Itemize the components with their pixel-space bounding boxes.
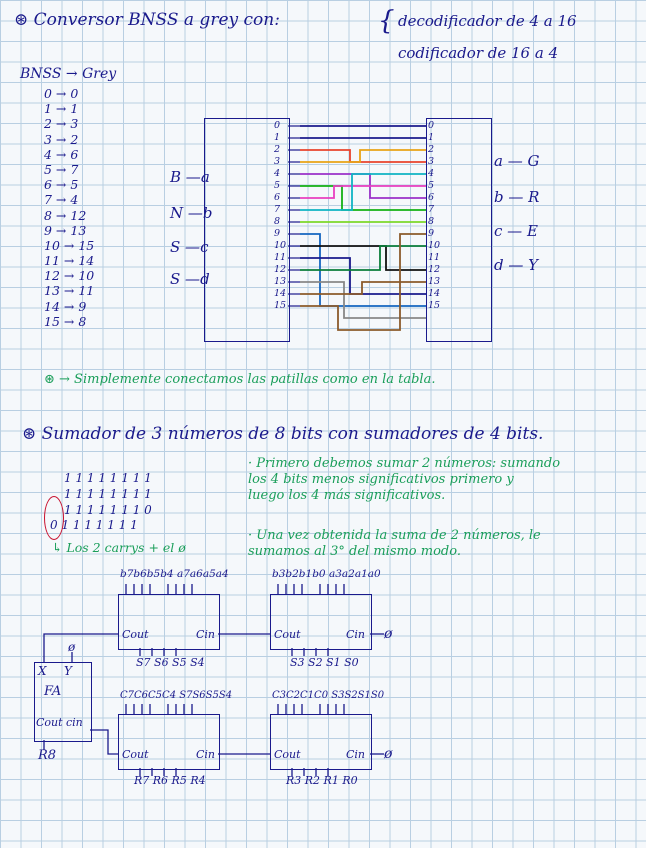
- encoder-pin: 12: [428, 264, 441, 275]
- table-row: 10 → 15: [44, 237, 95, 253]
- encoder-pin: 6: [428, 192, 435, 203]
- adder-tr-zero: ø: [384, 626, 393, 642]
- table-row: 6 → 5: [44, 177, 79, 193]
- decoder-pin: 2: [274, 144, 281, 155]
- r-lo-outputs: R3 R2 R1 R0: [286, 774, 358, 787]
- decoder-pin: 0: [274, 120, 281, 131]
- section2-title-text: Sumador de 3 números de 8 bits con sumadores de 4 bits.: [41, 424, 544, 444]
- adder-tl-cout: Cout: [122, 628, 149, 641]
- input-signal: N: [170, 204, 184, 222]
- encoder-pin: 4: [428, 168, 435, 179]
- table-row: 13 → 11: [44, 283, 95, 299]
- encoder-output-c: c — E: [494, 222, 538, 240]
- adder-bl-cin: Cin: [196, 748, 216, 761]
- table-row: 8 → 12: [44, 207, 87, 223]
- carry-note: ↳ Los 2 carrys + el ø: [52, 540, 186, 555]
- adder-br-zero: ø: [384, 746, 393, 762]
- brace-item-2: codificador de 16 a 4: [398, 44, 559, 62]
- brace-item-1: decodificador de 4 a 16: [398, 12, 577, 30]
- r-hi-outputs: R7 R6 R5 R4: [134, 774, 206, 787]
- decoder-input-a: B —a: [170, 168, 210, 186]
- adder-tr-cout: Cout: [274, 628, 301, 641]
- section1-title-text: Conversor BNSS a grey con:: [33, 10, 280, 30]
- table-row: 0 → 0: [44, 86, 79, 101]
- output-signal: E: [526, 222, 538, 240]
- decoder-pin: 9: [274, 228, 281, 239]
- adder-br-cin: Cin: [346, 748, 366, 761]
- r-hi-wires: [140, 768, 176, 776]
- tr-input-ticks: [278, 584, 344, 594]
- adder-bl-inputs: C7C6C5C4 S7S6S5S4: [120, 690, 233, 701]
- bit-row-result: 0 1 1 1 1 1 1 1: [50, 518, 138, 532]
- fa-zero: ø: [68, 640, 76, 654]
- table-row: 3 → 2: [44, 131, 79, 147]
- decoder-pin: 10: [274, 240, 287, 251]
- output-signal: R: [528, 188, 540, 206]
- tl-input-ticks: [126, 584, 192, 594]
- section1-note: ⊛ → Simplemente conectamos las patillas como en la tabla.: [44, 372, 436, 387]
- adder-tl-cin: Cin: [196, 628, 216, 641]
- br-input-ticks: [278, 704, 344, 714]
- input-var: d: [200, 270, 210, 288]
- adder-br-cout: Cout: [274, 748, 301, 761]
- input-var: b: [202, 204, 213, 222]
- table-row: 15 → 8: [44, 313, 87, 329]
- table-row: 4 → 6: [44, 146, 79, 162]
- fa-label: FA: [44, 684, 62, 699]
- encoder-pin: 14: [428, 288, 441, 299]
- note-line: sumamos al 3° del mismo modo.: [248, 544, 461, 559]
- decoder-pin: 12: [274, 264, 287, 275]
- s-lo-outputs: S3 S2 S1 S0: [290, 656, 359, 669]
- adder-br-inputs: C3C2C1C0 S3S2S1S0: [272, 690, 385, 701]
- input-var: c: [200, 238, 209, 256]
- fa-y: Y: [64, 664, 72, 678]
- output-var: d: [494, 256, 504, 274]
- decoder-pin: 6: [274, 192, 281, 203]
- input-signal: S: [170, 238, 181, 256]
- adder-tr-inputs: b3b2b1b0 a3a2a1a0: [272, 568, 381, 580]
- note-line: los 4 bits menos significativos primero y: [248, 472, 514, 487]
- encoder-output-b: b — R: [494, 188, 540, 206]
- bit-row: 1 1 1 1 1 1 1 1: [64, 471, 152, 485]
- input-signal: S: [170, 270, 181, 288]
- decoder-pin: 5: [274, 180, 281, 191]
- adder-tl-inputs: b7b6b5b4 a7a6a5a4: [120, 568, 229, 580]
- encoder-pin: 0: [428, 120, 435, 131]
- encoder-pin: 8: [428, 216, 435, 227]
- r8-output: R8: [38, 748, 57, 763]
- encoder-output-d: d — Y: [494, 256, 539, 274]
- encoder-pin: 11: [428, 252, 441, 263]
- table-row: 11 → 14: [44, 253, 95, 269]
- encoder-pin: 5: [428, 180, 435, 191]
- section2-mark: ⊛: [22, 424, 37, 444]
- section1-mark: ⊛: [14, 10, 29, 30]
- decoder-pin: 4: [274, 168, 281, 179]
- encoder-pin: 15: [428, 300, 441, 311]
- input-signal: B: [170, 168, 182, 186]
- table-row: 14 → 9: [44, 298, 87, 314]
- decoder-pin: 14: [274, 288, 287, 299]
- conversion-table-header: BNSS → Grey: [20, 66, 117, 82]
- encoder-pin: 10: [428, 240, 441, 251]
- decoder-input-d: S —d: [170, 270, 210, 288]
- encoder-pin: 3: [428, 156, 435, 167]
- table-row: 5 → 7: [44, 161, 79, 177]
- decoder-pin: 1: [274, 132, 281, 143]
- s-lo-wires: [292, 648, 328, 656]
- wire-bl-cout: [90, 730, 118, 754]
- table-row: 7 → 4: [44, 192, 79, 208]
- r-lo-wires: [292, 768, 328, 776]
- fa-cin: cin: [66, 716, 83, 729]
- decoder-pin: 8: [274, 216, 281, 227]
- bl-input-ticks: [126, 704, 192, 714]
- output-var: c: [494, 222, 503, 240]
- decoder-pin: 11: [274, 252, 287, 263]
- output-var: b: [494, 188, 504, 206]
- note-line: luego los 4 más significativos.: [248, 488, 446, 503]
- input-var: a: [200, 168, 210, 186]
- encoder-pin: 13: [428, 276, 441, 287]
- note-line: · Una vez obtenida la suma de 2 números, le: [248, 528, 541, 543]
- table-row: 2 → 3: [44, 116, 79, 132]
- adder-bl-cout: Cout: [122, 748, 149, 761]
- bit-row: 1 1 1 1 1 1 1 0: [64, 503, 152, 517]
- encoder-pin: 2: [428, 144, 435, 155]
- encoder-pin: 1: [428, 132, 435, 143]
- encoder-pin: 7: [428, 204, 435, 215]
- table-row: 12 → 10: [44, 268, 95, 284]
- output-signal: Y: [528, 256, 539, 274]
- s-hi-outputs: S7 S6 S5 S4: [136, 656, 205, 669]
- fa-x: X: [38, 664, 47, 678]
- decoder-pin: 3: [274, 156, 281, 167]
- decoder-pin: 7: [274, 204, 281, 215]
- note-line: · Primero debemos sumar 2 números: sumando: [248, 456, 561, 471]
- decoder-input-b: N —b: [170, 204, 213, 222]
- output-var: a: [494, 152, 503, 170]
- wire-tl-cout: [44, 634, 118, 662]
- adder-tr-cin: Cin: [346, 628, 366, 641]
- decoder-pin: 15: [274, 300, 287, 311]
- output-signal: G: [527, 152, 540, 170]
- encoder-output-a: a — G: [494, 152, 540, 170]
- decoder-input-c: S —c: [170, 238, 209, 256]
- bit-row: 1 1 1 1 1 1 1 1: [64, 487, 152, 501]
- table-row: 9 → 13: [44, 222, 87, 238]
- decoder-pin: 13: [274, 276, 287, 287]
- fa-cout: Cout: [36, 716, 63, 729]
- table-row: 1 → 1: [44, 101, 79, 117]
- s-hi-wires: [140, 648, 176, 656]
- brace: {: [378, 6, 395, 36]
- encoder-pin: 9: [428, 228, 435, 239]
